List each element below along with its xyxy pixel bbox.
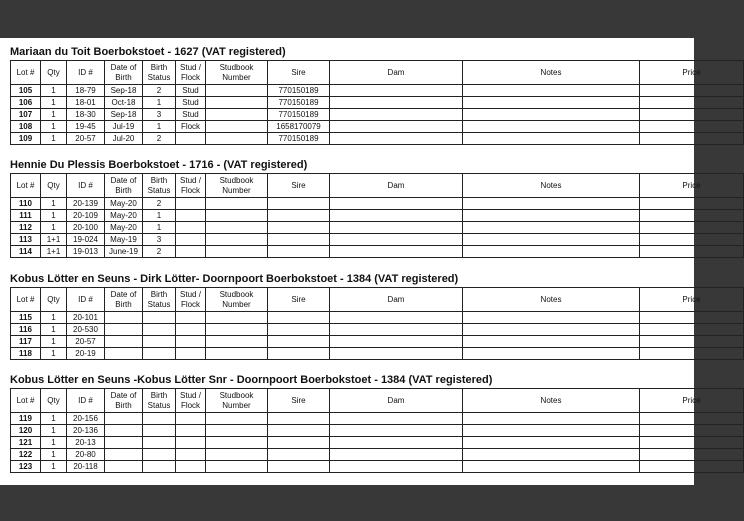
table-cell (330, 85, 463, 97)
table-cell (463, 121, 640, 133)
table-cell (176, 222, 206, 234)
table-cell: 20-156 (67, 413, 105, 425)
table-cell (176, 336, 206, 348)
table-cell: Flock (176, 121, 206, 133)
table-cell (143, 437, 176, 449)
table-cell: Jul-19 (105, 121, 143, 133)
column-header: Price (640, 389, 744, 413)
table-cell (268, 461, 330, 473)
table-cell: 3 (143, 109, 176, 121)
table-cell (206, 348, 268, 360)
lot-number-cell: 121 (11, 437, 41, 449)
lot-number-cell: 108 (11, 121, 41, 133)
column-header: Date of Birth (105, 174, 143, 198)
table-cell (268, 210, 330, 222)
table-cell: 1 (41, 348, 67, 360)
table-cell (463, 312, 640, 324)
table-cell (105, 461, 143, 473)
column-header: Studbook Number (206, 61, 268, 85)
table-row (11, 85, 744, 97)
table-cell: 20-139 (67, 198, 105, 210)
table-cell (640, 246, 744, 258)
column-header: Date of Birth (105, 288, 143, 312)
lot-number-cell: 106 (11, 97, 41, 109)
lot-number-cell: 113 (11, 234, 41, 246)
table-cell (143, 449, 176, 461)
table-cell (463, 425, 640, 437)
table-cell (206, 222, 268, 234)
table-cell (330, 437, 463, 449)
table-cell (463, 437, 640, 449)
table-cell (330, 413, 463, 425)
table-cell: 1 (143, 97, 176, 109)
column-header: Studbook Number (206, 174, 268, 198)
lot-table (10, 388, 744, 473)
table-cell (640, 121, 744, 133)
lot-number-cell: 107 (11, 109, 41, 121)
table-cell: 20-19 (67, 348, 105, 360)
table-cell: 20-101 (67, 312, 105, 324)
table-cell (463, 222, 640, 234)
table-cell: 1 (41, 461, 67, 473)
table-cell (206, 85, 268, 97)
section-title: Mariaan du Toit Boerbokstoet - 1627 (VAT registered) (10, 46, 286, 58)
table-cell (640, 133, 744, 145)
table-cell: 18-30 (67, 109, 105, 121)
table-cell: 18-79 (67, 85, 105, 97)
column-header: Notes (463, 389, 640, 413)
table-row (11, 324, 744, 336)
column-header: ID # (67, 389, 105, 413)
table-header-row (11, 288, 744, 312)
table-cell (176, 461, 206, 473)
table-cell (640, 461, 744, 473)
lot-number-cell: 115 (11, 312, 41, 324)
column-header: Qty (41, 288, 67, 312)
column-header: Studbook Number (206, 389, 268, 413)
column-header: Birth Status (143, 174, 176, 198)
lot-table (10, 287, 744, 360)
table-cell: 1 (41, 210, 67, 222)
table-cell (640, 449, 744, 461)
column-header: Stud / Flock (176, 174, 206, 198)
table-cell (206, 336, 268, 348)
table-row (11, 198, 744, 210)
table-cell (268, 413, 330, 425)
table-cell (640, 324, 744, 336)
table-cell (330, 210, 463, 222)
table-cell (206, 312, 268, 324)
table-cell: 1658170079 (268, 121, 330, 133)
table-cell: 20-136 (67, 425, 105, 437)
table-cell: 20-80 (67, 449, 105, 461)
table-cell (206, 324, 268, 336)
column-header: Stud / Flock (176, 61, 206, 85)
lot-number-cell: 109 (11, 133, 41, 145)
column-header: Birth Status (143, 61, 176, 85)
table-cell (330, 348, 463, 360)
table-cell: 2 (143, 198, 176, 210)
table-cell: 1 (41, 312, 67, 324)
table-cell (176, 246, 206, 258)
table-cell (143, 413, 176, 425)
table-cell (463, 413, 640, 425)
table-cell (206, 109, 268, 121)
table-cell: Jul-20 (105, 133, 143, 145)
table-cell (206, 437, 268, 449)
document-page (0, 38, 701, 485)
table-cell: May-20 (105, 210, 143, 222)
table-cell: 1 (41, 425, 67, 437)
table-cell: 19-013 (67, 246, 105, 258)
table-cell (143, 348, 176, 360)
table-cell (463, 324, 640, 336)
table-cell (176, 210, 206, 222)
table-cell (268, 348, 330, 360)
column-header: Qty (41, 389, 67, 413)
column-header: Studbook Number (206, 288, 268, 312)
table-cell (206, 234, 268, 246)
column-header: Qty (41, 174, 67, 198)
table-cell (268, 312, 330, 324)
table-cell (463, 461, 640, 473)
table-cell (640, 425, 744, 437)
table-row (11, 312, 744, 324)
table-header-row (11, 174, 744, 198)
column-header: Stud / Flock (176, 288, 206, 312)
table-cell (105, 324, 143, 336)
table-cell: 20-13 (67, 437, 105, 449)
lot-number-cell: 118 (11, 348, 41, 360)
table-cell: 1 (41, 109, 67, 121)
table-cell (206, 413, 268, 425)
table-cell: 1 (41, 85, 67, 97)
section-title: Hennie Du Plessis Boerbokstoet - 1716 - (VAT registered) (10, 159, 308, 171)
table-cell: 19-45 (67, 121, 105, 133)
table-cell (463, 109, 640, 121)
table-row (11, 222, 744, 234)
table-cell (330, 324, 463, 336)
table-cell (640, 85, 744, 97)
table-cell (640, 336, 744, 348)
table-cell (176, 449, 206, 461)
table-cell (330, 133, 463, 145)
lot-number-cell: 120 (11, 425, 41, 437)
table-cell: 2 (143, 246, 176, 258)
table-cell (176, 413, 206, 425)
table-cell (143, 312, 176, 324)
table-cell (268, 324, 330, 336)
table-cell (330, 425, 463, 437)
table-cell (640, 348, 744, 360)
section-du-plessis (10, 159, 701, 258)
table-cell (463, 336, 640, 348)
lot-table (10, 60, 744, 145)
table-cell: 1 (41, 121, 67, 133)
table-cell: Oct-18 (105, 97, 143, 109)
table-cell (105, 449, 143, 461)
table-cell: 2 (143, 133, 176, 145)
lot-number-cell: 114 (11, 246, 41, 258)
table-cell (105, 348, 143, 360)
lot-number-cell: 112 (11, 222, 41, 234)
top-dark-bar (0, 0, 694, 38)
table-cell: 1 (143, 222, 176, 234)
table-cell (206, 198, 268, 210)
table-cell (640, 312, 744, 324)
table-row (11, 210, 744, 222)
table-cell (143, 324, 176, 336)
table-cell (176, 198, 206, 210)
table-cell: 20-530 (67, 324, 105, 336)
table-cell (176, 437, 206, 449)
table-cell (330, 234, 463, 246)
table-cell: May-20 (105, 222, 143, 234)
table-cell (176, 234, 206, 246)
table-cell (330, 222, 463, 234)
table-cell (463, 210, 640, 222)
table-cell: 1 (41, 222, 67, 234)
table-cell: 2 (143, 85, 176, 97)
table-cell: 18-01 (67, 97, 105, 109)
column-header: Birth Status (143, 389, 176, 413)
table-header-row (11, 61, 744, 85)
column-header: Sire (268, 174, 330, 198)
table-cell (176, 425, 206, 437)
section-title: Kobus Lötter en Seuns - Dirk Lötter- Doornpoort Boerbokstoet - 1384 (VAT registered) (10, 273, 459, 285)
column-header: ID # (67, 288, 105, 312)
column-header: Date of Birth (105, 61, 143, 85)
column-header: Stud / Flock (176, 389, 206, 413)
column-header: Notes (463, 174, 640, 198)
table-row (11, 336, 744, 348)
table-cell (640, 437, 744, 449)
lot-number-cell: 117 (11, 336, 41, 348)
table-row (11, 109, 744, 121)
table-cell: 1 (143, 210, 176, 222)
table-row (11, 246, 744, 258)
table-cell (330, 198, 463, 210)
table-cell (268, 246, 330, 258)
lot-number-cell: 123 (11, 461, 41, 473)
column-header: Price (640, 174, 744, 198)
table-cell (143, 461, 176, 473)
section-kobus-lotter-snr (10, 374, 701, 473)
table-cell: May-20 (105, 198, 143, 210)
table-cell: Stud (176, 85, 206, 97)
table-cell: 19-024 (67, 234, 105, 246)
column-header: Qty (41, 61, 67, 85)
lot-number-cell: 122 (11, 449, 41, 461)
table-row (11, 234, 744, 246)
table-cell (640, 210, 744, 222)
table-cell (206, 246, 268, 258)
table-row (11, 413, 744, 425)
table-cell: 20-118 (67, 461, 105, 473)
lot-table (10, 173, 744, 258)
table-cell: 1 (41, 336, 67, 348)
table-cell: 1 (41, 413, 67, 425)
column-header: Date of Birth (105, 389, 143, 413)
table-cell: 1+1 (41, 246, 67, 258)
table-cell: June-19 (105, 246, 143, 258)
lot-number-cell: 110 (11, 198, 41, 210)
table-cell (330, 336, 463, 348)
table-cell (463, 97, 640, 109)
table-cell (330, 121, 463, 133)
column-header: Dam (330, 174, 463, 198)
table-cell: Stud (176, 109, 206, 121)
column-header: ID # (67, 61, 105, 85)
table-cell: 1+1 (41, 234, 67, 246)
table-row (11, 133, 744, 145)
table-cell (105, 336, 143, 348)
column-header: Sire (268, 288, 330, 312)
table-header-row (11, 389, 744, 413)
table-row (11, 121, 744, 133)
table-cell (463, 348, 640, 360)
table-cell (268, 198, 330, 210)
bottom-dark-bar (0, 485, 694, 521)
table-cell: 1 (41, 198, 67, 210)
table-cell: 20-100 (67, 222, 105, 234)
table-cell: 770150189 (268, 133, 330, 145)
table-cell: Sep-18 (105, 109, 143, 121)
table-cell (206, 133, 268, 145)
table-cell: Sep-18 (105, 85, 143, 97)
table-cell: 20-57 (67, 336, 105, 348)
table-cell (268, 222, 330, 234)
table-cell: 1 (41, 449, 67, 461)
table-row (11, 97, 744, 109)
table-cell (143, 425, 176, 437)
table-cell (268, 234, 330, 246)
table-cell (268, 425, 330, 437)
table-cell (640, 97, 744, 109)
lot-number-cell: 116 (11, 324, 41, 336)
table-cell (330, 461, 463, 473)
table-cell (105, 413, 143, 425)
table-cell: 3 (143, 234, 176, 246)
table-cell (330, 449, 463, 461)
lot-number-cell: 111 (11, 210, 41, 222)
table-cell: Stud (176, 97, 206, 109)
lot-number-cell: 119 (11, 413, 41, 425)
table-cell (330, 312, 463, 324)
table-cell: 770150189 (268, 109, 330, 121)
table-row (11, 348, 744, 360)
table-row (11, 437, 744, 449)
table-cell: 20-57 (67, 133, 105, 145)
section-dirk-lotter (10, 273, 701, 360)
table-cell (463, 449, 640, 461)
table-cell (176, 324, 206, 336)
table-cell: 20-109 (67, 210, 105, 222)
table-cell (463, 246, 640, 258)
table-cell (206, 425, 268, 437)
table-cell (463, 133, 640, 145)
column-header: Notes (463, 61, 640, 85)
table-cell: 1 (41, 324, 67, 336)
table-cell (640, 413, 744, 425)
column-header: ID # (67, 174, 105, 198)
table-cell (206, 121, 268, 133)
column-header: Lot # (11, 61, 41, 85)
table-cell (206, 97, 268, 109)
column-header: Lot # (11, 174, 41, 198)
table-cell (640, 109, 744, 121)
table-cell (330, 97, 463, 109)
table-cell (105, 425, 143, 437)
table-cell (640, 234, 744, 246)
table-cell (206, 461, 268, 473)
column-header: Lot # (11, 389, 41, 413)
column-header: Price (640, 61, 744, 85)
table-row (11, 425, 744, 437)
table-cell (268, 449, 330, 461)
table-cell: 1 (41, 97, 67, 109)
table-cell: 1 (143, 121, 176, 133)
column-header: Dam (330, 61, 463, 85)
column-header: Notes (463, 288, 640, 312)
lot-number-cell: 105 (11, 85, 41, 97)
section-du-toit (10, 46, 701, 145)
column-header: Birth Status (143, 288, 176, 312)
table-cell (268, 437, 330, 449)
column-header: Dam (330, 288, 463, 312)
table-cell: 770150189 (268, 97, 330, 109)
table-cell: May-19 (105, 234, 143, 246)
table-cell (640, 198, 744, 210)
table-cell (143, 336, 176, 348)
table-cell (105, 312, 143, 324)
table-cell (268, 336, 330, 348)
column-header: Dam (330, 389, 463, 413)
table-cell (463, 198, 640, 210)
section-title: Kobus Lötter en Seuns -Kobus Lötter Snr - Doornpoort Boerbokstoet - 1384 (VAT registered) (10, 374, 493, 386)
column-header: Lot # (11, 288, 41, 312)
column-header: Sire (268, 389, 330, 413)
table-cell (176, 133, 206, 145)
table-cell (640, 222, 744, 234)
table-cell (176, 348, 206, 360)
table-row (11, 449, 744, 461)
table-cell (206, 210, 268, 222)
table-row (11, 461, 744, 473)
table-cell (463, 234, 640, 246)
table-cell (105, 437, 143, 449)
table-cell: 770150189 (268, 85, 330, 97)
table-cell (463, 85, 640, 97)
table-cell (206, 449, 268, 461)
table-cell: 1 (41, 133, 67, 145)
table-cell: 1 (41, 437, 67, 449)
table-cell (176, 312, 206, 324)
table-cell (330, 246, 463, 258)
table-cell (330, 109, 463, 121)
column-header: Sire (268, 61, 330, 85)
column-header: Price (640, 288, 744, 312)
